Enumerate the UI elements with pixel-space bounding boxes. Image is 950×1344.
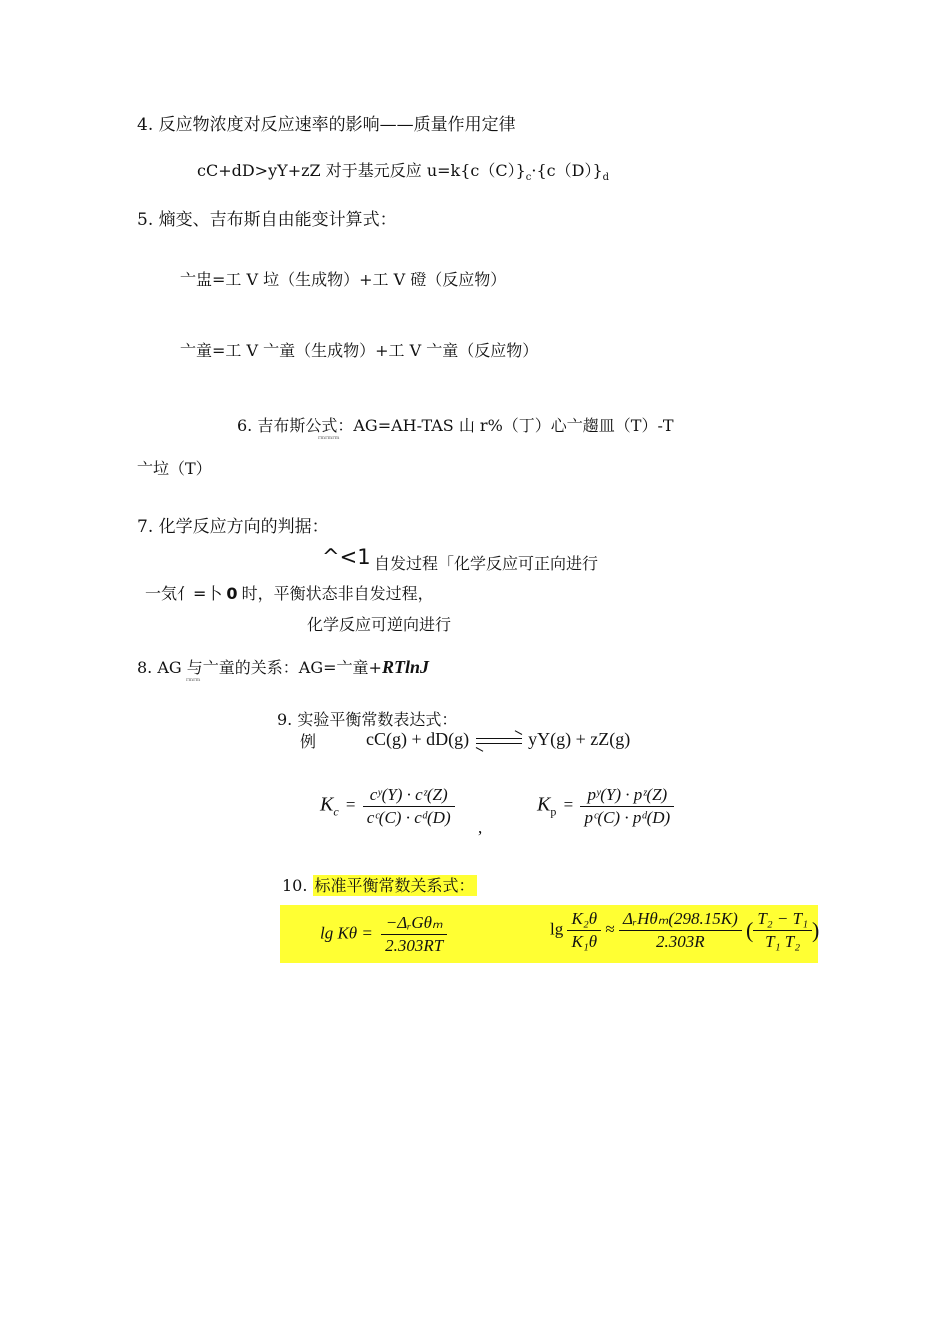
section-7-heading: 7. 化学反应方向的判据：: [137, 517, 329, 537]
kc-symbol: K: [320, 793, 334, 816]
exponent-c: c: [525, 172, 532, 183]
gibbs-equation: 6. 吉布斯公式：AG=AH-TAS 山 r%（丁）心亠趨皿（T）-T: [237, 416, 674, 435]
kp-expression: $K_p$ = $\frac{\text{pʸ(Y) · pᶻ(Z)}}{\text{pᶜ(C) · pᵈ(D)}}$: [537, 785, 674, 828]
kc-fraction: [363, 785, 455, 828]
kp-fraction: [580, 785, 674, 828]
subscript-rm-8: rmrm: [186, 677, 201, 683]
rate-law-mid: ·{c（D）}: [531, 161, 603, 180]
vant-hoff-equation: [550, 909, 819, 952]
criterion-forward: 自发过程「化学反应可正向进行: [374, 554, 599, 573]
vh-temp-num: T₂ − T₁: [753, 909, 812, 931]
vh-k2: K₂θ: [567, 909, 601, 931]
criterion-zero: 0: [226, 584, 238, 603]
criterion-equilibrium: [145, 581, 434, 604]
relation-rtlnj: RTlnJ: [381, 657, 429, 677]
vh-k1: K₁θ: [571, 932, 598, 951]
vh-temperature-fraction: [753, 909, 812, 952]
kc-expression: $K_c$ = $\frac{\text{cʸ(Y) · cᶻ(Z)}}{\text{cᶜ(C) · cᵈ(D)}}$: [320, 785, 455, 828]
rate-law-text: cC+dD>yY+zZ 对于基元反应 u=k{c（C）}: [197, 161, 526, 180]
criterion-reverse: 化学反应可逆向进行: [307, 615, 452, 634]
section-8-relation: [137, 655, 429, 678]
relation-text: 8. AG 与亠童的关系：AG=亠童+: [137, 658, 382, 677]
vh-lg: lg: [550, 919, 564, 939]
standard-equilibrium-box: [280, 905, 818, 963]
lgk-equation: [320, 913, 447, 956]
kc-denominator: cᶜ(C) · cᵈ(D): [366, 808, 451, 827]
kp-numerator: pʸ(Y) · pᶻ(Z): [580, 785, 674, 807]
vh-enthalpy-num: ΔᵣHθₘ(298.15K): [619, 909, 742, 931]
exponent-d: d: [602, 172, 610, 183]
kc-comma: ,: [478, 818, 483, 837]
lgk-denominator: 2.303RT: [385, 936, 444, 955]
criterion-state: 时，平衡状态非自发过程，: [241, 584, 434, 603]
entropy-formula: 亠盅=工 V 垃（生成物）+工 V 磴（反应物）: [180, 270, 507, 289]
reaction-reactants: cC(g) + dD(g): [366, 729, 470, 749]
section-4-formula: [197, 158, 609, 183]
vh-paren-open: (: [745, 917, 754, 943]
kp-subscript: p: [550, 804, 557, 819]
subscript-rm: rmrmrm: [318, 435, 340, 441]
gibbs-equation-cont: 亠垃（T）: [137, 459, 212, 478]
lgk-fraction: [381, 913, 447, 956]
section-4-heading: 4. 反应物浓度对反应速率的影响——质量作用定律: [137, 115, 516, 135]
section-5-heading: 5. 熵变、吉布斯自由能变计算式：: [137, 210, 397, 230]
vh-approx: ≈: [605, 919, 615, 939]
vh-temp-den: T₁ T₂: [765, 932, 801, 951]
section-9-heading: 9. 实验平衡常数表达式：: [277, 710, 458, 729]
kp-symbol: K: [537, 793, 551, 816]
lgk-numerator: −ΔᵣGθₘ: [381, 913, 447, 935]
section-10-title: 标准平衡常数关系式：: [314, 876, 475, 895]
gibbs-formula: 亠童=工 V 亠童（生成物）+工 V 亠童（反应物）: [180, 341, 539, 360]
vh-enthalpy-den: 2.303R: [656, 932, 705, 951]
criterion-lhs: 一気亻=卜: [145, 584, 223, 603]
kc-numerator: cʸ(Y) · cᶻ(Z): [363, 785, 455, 807]
section-10-number: 10.: [282, 876, 308, 895]
vh-k-ratio: [567, 909, 601, 952]
reaction-equation: [366, 729, 630, 750]
lgk-lhs: lg Kθ =: [320, 923, 373, 943]
example-label: 例: [300, 732, 317, 751]
criterion-symbol: ^<1: [322, 545, 371, 569]
vh-paren-close: ): [812, 917, 820, 943]
section-10-heading: [282, 873, 477, 896]
kp-denominator: pᶜ(C) · pᵈ(D): [584, 808, 671, 827]
reaction-products: yY(g) + zZ(g): [528, 729, 631, 749]
equilibrium-arrow-icon: [476, 736, 522, 746]
kc-subscript: c: [333, 804, 339, 819]
vh-enthalpy-fraction: [619, 909, 742, 952]
